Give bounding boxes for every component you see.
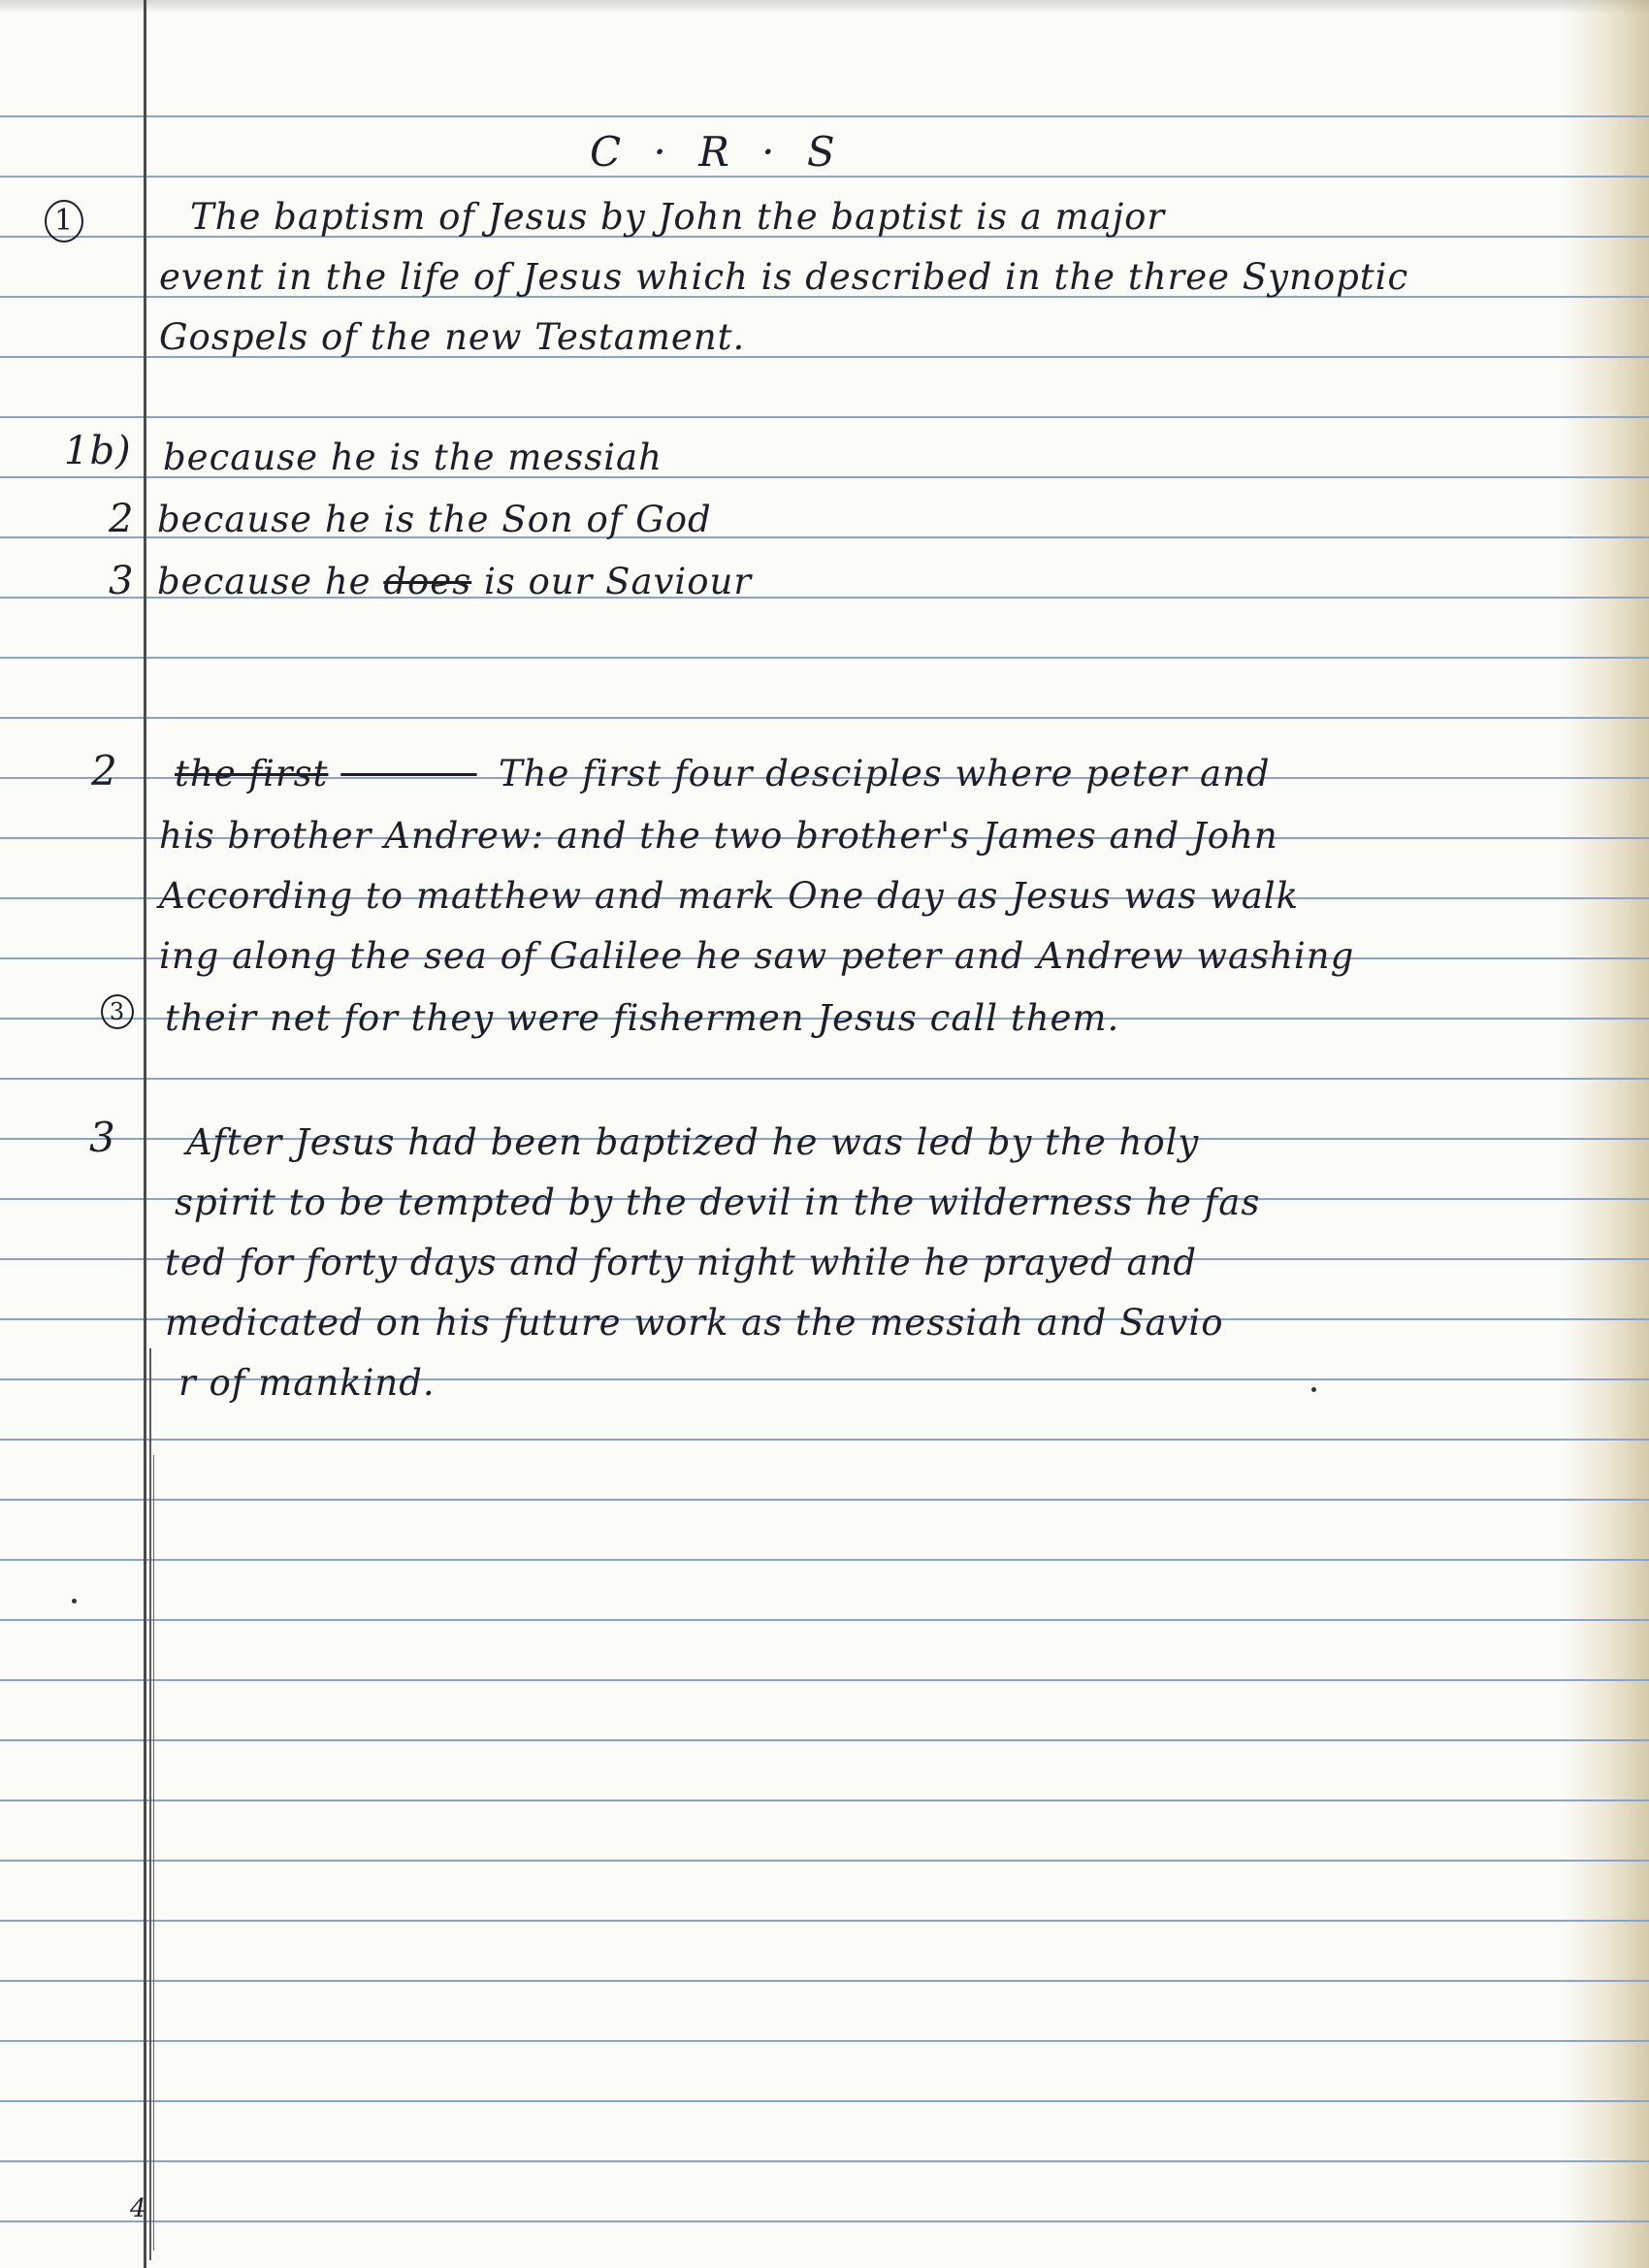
q3-line-2: spirit to be tempted by the devil in the wilderness he fas [175, 1182, 1261, 1223]
q1b-item-2 [157, 499, 712, 540]
q1b-item-3-text-before: because he [157, 561, 372, 602]
q1b-item-3-struck-word: does [383, 561, 472, 602]
q2-line-4: ing along the sea of Galilee he saw peter and Andrew washing [159, 935, 1355, 977]
q3-line-4: medicated on his future work as the messiah and Savio [165, 1302, 1224, 1344]
q1b-item-1 [163, 437, 663, 478]
ink-dot [72, 1599, 77, 1604]
page-title: C · R · S [590, 128, 845, 176]
q1b-item-1-text: because he is the messiah [163, 437, 663, 478]
margin-line-extra [149, 1348, 151, 2260]
margin-line-extra-2 [153, 1455, 154, 2251]
q2-struck-text: the first [175, 753, 329, 794]
ink-dot [1311, 1387, 1316, 1392]
footer-mark: 4 [130, 2194, 147, 2223]
question-1-circled-number: 1 [45, 200, 83, 243]
q1b-item-3-text-after: is our Saviour [483, 561, 753, 602]
q1b-item-2-text: because he is the Son of God [157, 499, 712, 540]
q1b-item-3-number: 3 [109, 559, 135, 603]
q2-struck-scribble [340, 753, 486, 794]
q2-margin-circled-mark: 3 [101, 994, 134, 1029]
q1-line-2: event in the life of Jesus which is described in the three Synoptic [159, 256, 1409, 298]
q1b-item-2-number: 2 [109, 497, 135, 541]
q2-line-1-rest: The first four desciples where peter and [498, 753, 1271, 794]
q2-line-5: their net for they were fishermen Jesus call them. [165, 997, 1120, 1039]
q2-line-1 [175, 753, 1271, 794]
q2-margin-mark [101, 993, 134, 1029]
question-2-number: 2 [91, 747, 118, 794]
question-1-number [45, 192, 83, 243]
q3-line-5: r of mankind. [178, 1362, 436, 1404]
q2-line-2: his brother Andrew: and the two brother's James and John [159, 815, 1278, 857]
q3-line-1: After Jesus had been baptized he was led by the holy [186, 1121, 1200, 1163]
q1-line-3: Gospels of the new Testament. [159, 316, 746, 358]
q3-line-3: ted for forty days and forty night while he prayed and [165, 1242, 1198, 1283]
q2-line-3: According to matthew and mark One day as Jesus was walk [159, 875, 1300, 917]
question-3-number: 3 [89, 1114, 116, 1161]
q1b-item-3 [157, 561, 752, 602]
margin-line [144, 0, 146, 2268]
q1b-label: 1b) [64, 429, 132, 473]
q1-line-1: The baptism of Jesus by John the baptist is a major [190, 196, 1166, 238]
